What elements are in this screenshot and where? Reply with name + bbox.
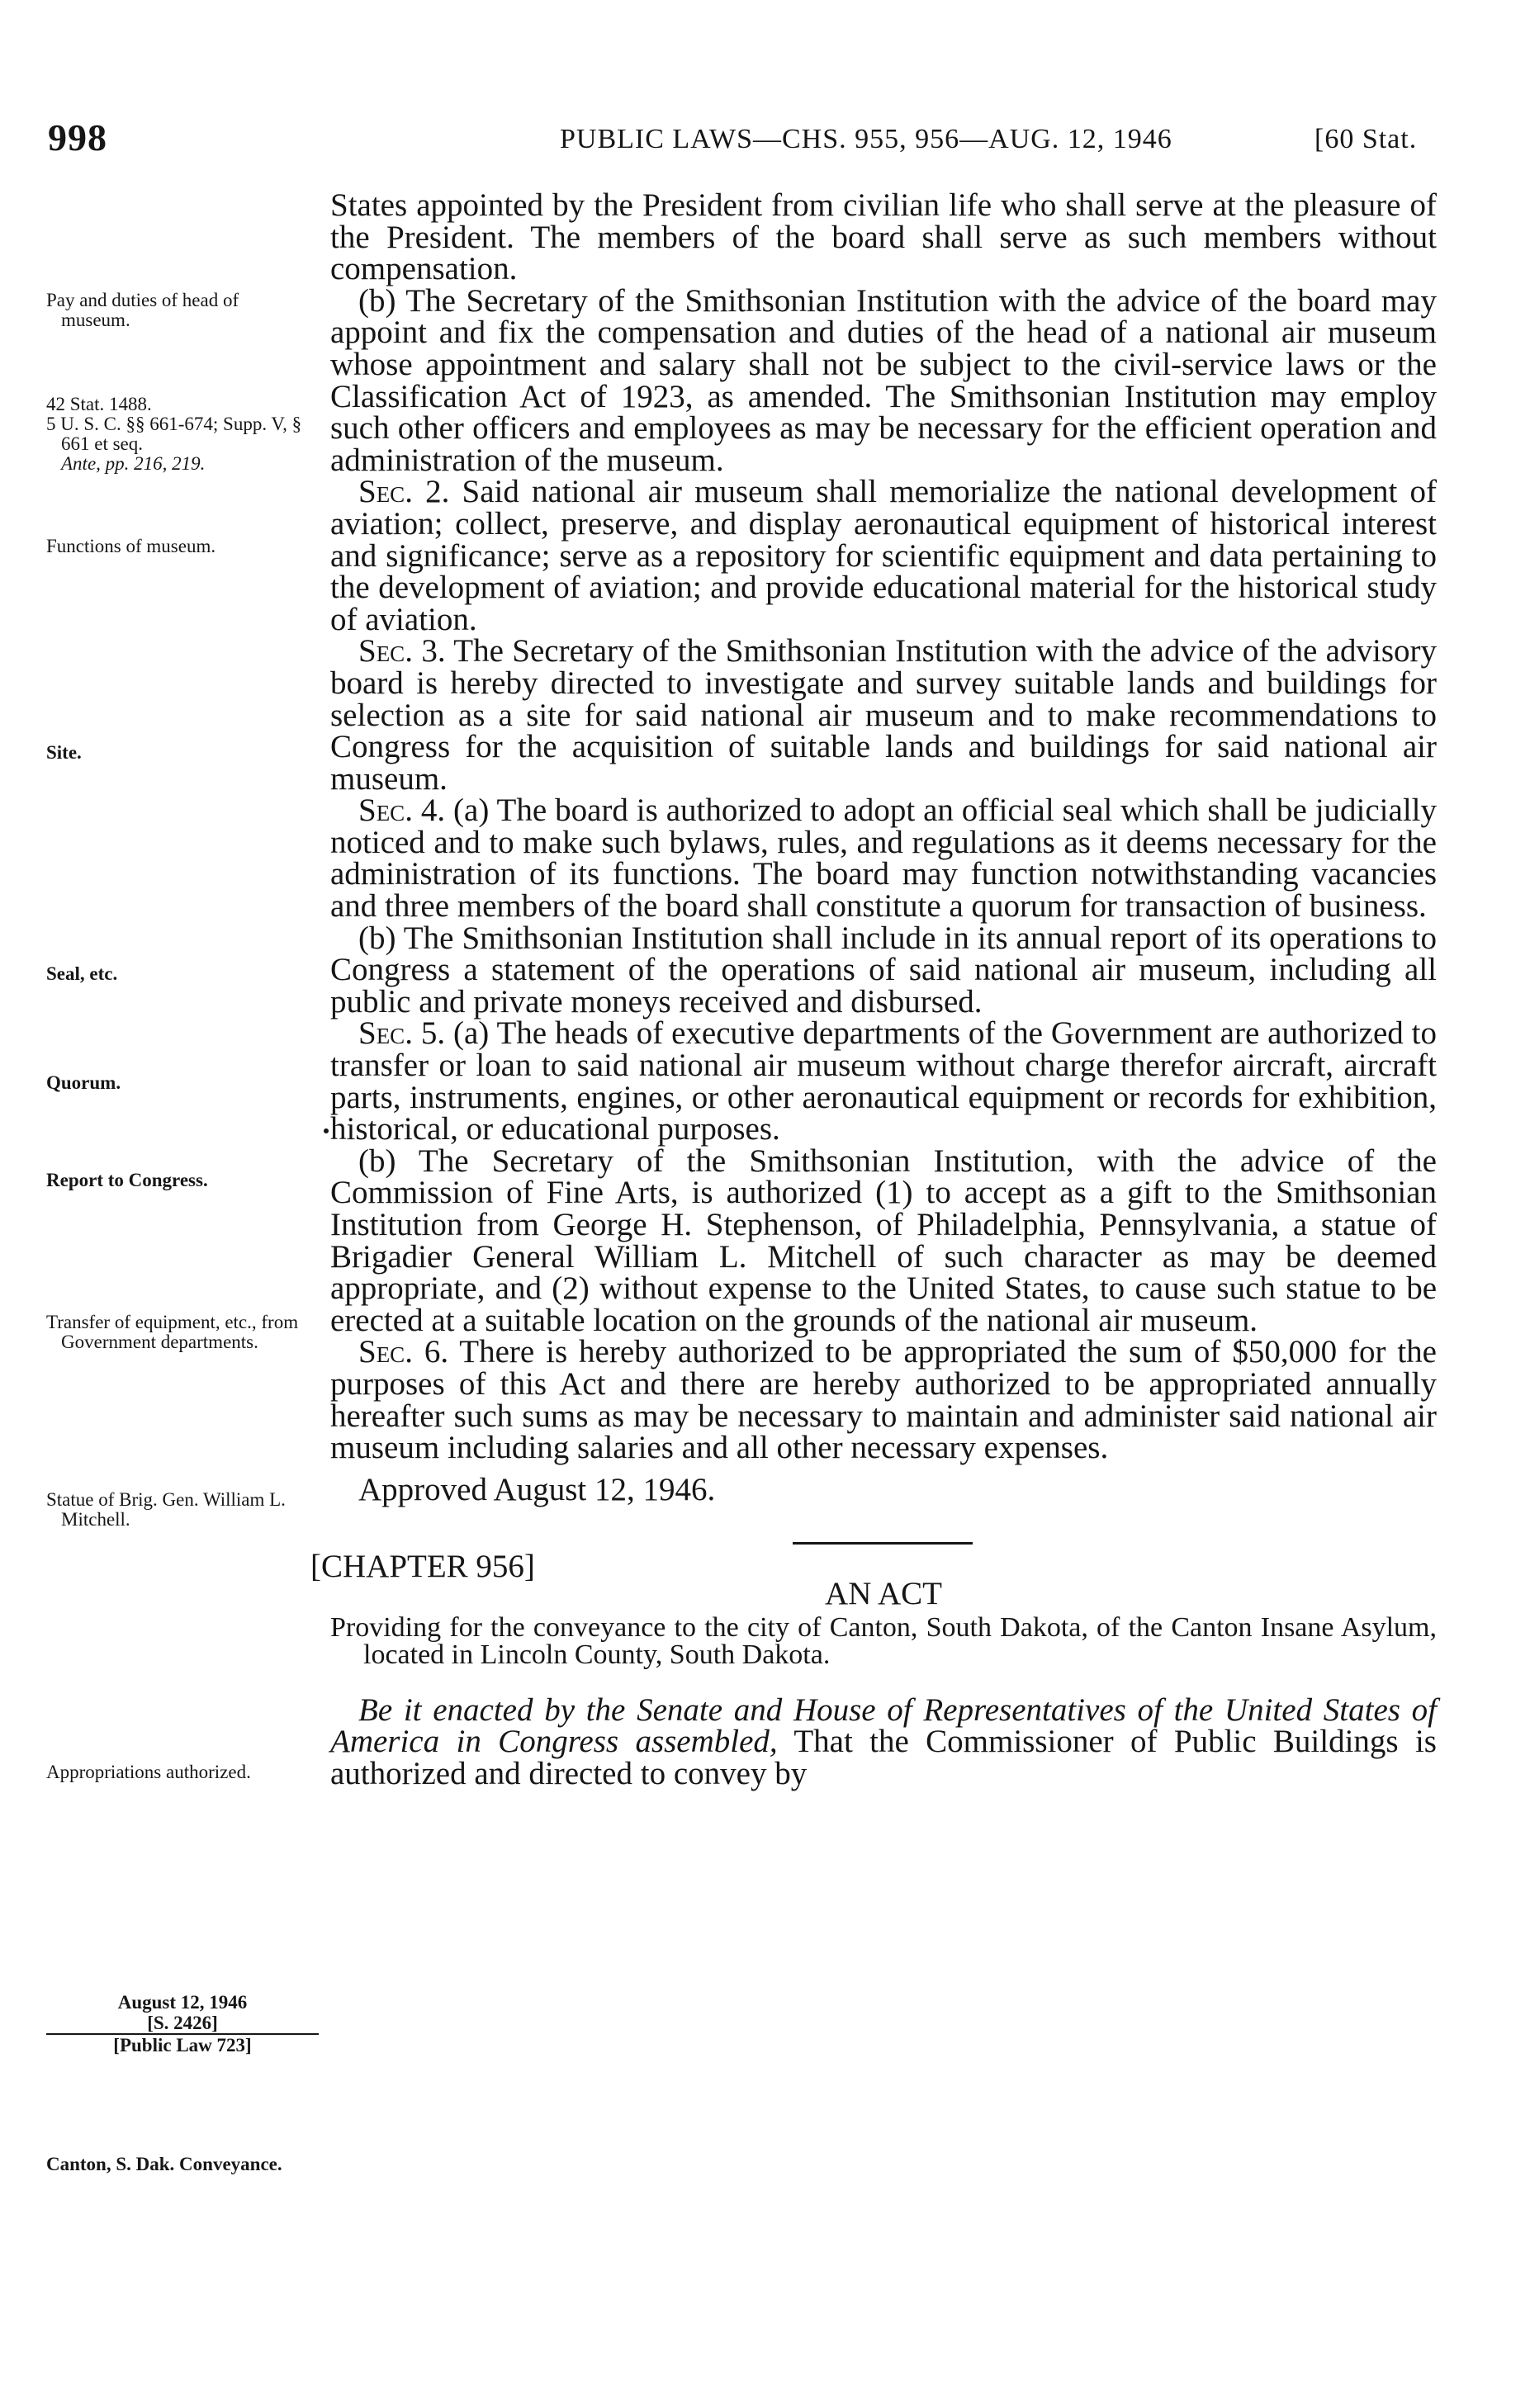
section-5b: (b) The Secretary of the Smithsonian Institution, with the advice of the Commission of Fine Arts, is authorized (1) to accept as a gift to the Smithsonian Institution from George H. Stephenson, of Philadelphia, Pennsylvania, a statue of Brigadier General William L. Mitchell of such character as may be deemed appropriate, and (2) without expense to the United States, to cause such statue to be erected at a suitable location on the grounds of the national air museum. [330,1142,1437,1338]
margin-note-citations [46,395,310,474]
chapter-heading: [CHAPTER 956] [310,1549,535,1585]
enacting-paragraph: Be it enacted by the Senate and House of Representatives of the United States of America in Congress assembled, That the Commissioner of Public Buildings is authorized and directed to convey by [330,1691,1437,1791]
section-2: Sec. 2. Said national air museum shall memorialize the national development of aviation; collect, preserve, and display aeronautical equipment of historical interest and significance; serve as a repository for scientific equipment and data pertaining to the development of aviation; and provide educational material for the historical study of aviation. [330,474,1437,637]
citation-ante: Ante, pp. 216, 219. [61,453,206,474]
citation-usc: 5 U. S. C. §§ 661-674; Supp. V, § 661 et seq. [46,414,302,454]
paragraph-head-of-museum: (b) The Secretary of the Smithsonian Institution with the advice of the board may appoint and fix the compensation and duties of the head of a national air museum whose appointment and salary shall not be subject to the civil-service laws or the Classification Act of 1923, as amended. The Smithsonian Institution may employ such other officers and employees as may be necessary for the efficient operation and administration of the museum. [330,282,1437,478]
paragraph-board-members: States appointed by the President from civilian life who shall serve at the pleasure of the President. The members of the board shall serve as such members without compensation. [330,187,1437,287]
section-5-label: Sec. 5. [358,1015,446,1052]
bill-line: [S. 2426] [46,2013,319,2035]
margin-note-site: Site. [46,742,82,763]
section-3-label: Sec. 3. [358,633,446,669]
margin-note-functions: Functions of museum. [46,536,216,556]
margin-note-statue: Statue of Brig. Gen. William L. Mitchell. [46,1489,286,1530]
margin-note-transfer: Transfer of equipment, etc., from Government departments. [46,1312,299,1352]
section-5a: Sec. 5. (a) The heads of executive departments of the Government are authorized to transfer or loan to said national air museum without charge therefor aircraft, aircraft parts, instruments, engines, or other aeronautical equipment or records for exhibition, historical, or educational purposes. [330,1015,1437,1147]
margin-note-appropriations: Appropriations authorized. [46,1762,251,1782]
enacting-clause: Be it enacted by the Senate and House of Representatives of the United States of America in Congress assembled, [330,1691,1437,1760]
date-line: August 12, 1946 [117,1992,248,2013]
citation-42-stat: 42 Stat. 1488. [46,394,152,414]
section-6: Sec. 6. There is hereby authorized to be appropriated the sum of $50,000 for the purposes of this Act and there are hereby authorized to be appropriated annually hereafter such sums as may be necessary to maintain and administer said national air museum including salaries and all other necessary expenses. [330,1334,1437,1466]
margin-note-report: Report to Congress. [46,1170,208,1190]
section-4b: (b) The Smithsonian Institution shall include in its annual report of its operations to Congress a statement of the operations of said national air museum, including all public and private moneys received and disbursed. [330,920,1437,1019]
margin-note-pay-duties: Pay and duties of head of museum. [46,290,239,330]
section-4-label: Sec. 4. [358,792,446,829]
stray-dot [324,1128,329,1133]
margin-note-canton: Canton, S. Dak. Conveyance. [46,2154,282,2174]
margin-note-seal: Seal, etc. [46,963,118,984]
running-head: PUBLIC LAWS—CHS. 955, 956—AUG. 12, 1946 [560,124,1172,154]
main-text [310,187,1437,1791]
volume-reference: [60 Stat. [1314,124,1418,154]
section-2-label: Sec. 2. [358,474,450,510]
approval-line: Approved August 12, 1946. [358,1471,716,1507]
section-6-label: Sec. 6. [358,1334,449,1370]
page-number: 998 [48,116,107,158]
public-law-box [46,1992,319,2056]
section-3: Sec. 3. The Secretary of the Smithsonian Institution with the advice of the advisory board is hereby directed to investigate and survey suitable lands and buildings for selection as a site for said national air museum and to make recommendations to Congress for the acquisition of suitable lands and buildings for said national air museum. [330,633,1437,797]
divider-rule [793,1542,973,1545]
act-title: AN ACT [825,1575,942,1611]
section-4a: Sec. 4. (a) The board is authorized to adopt an official seal which shall be judicially noticed and to make such bylaws, rules, and regulations as it deems necessary for the administration of its functions. The board may function notwithstanding vacancies and three members of the board shall constitute a quorum for transaction of business. [330,792,1437,925]
act-purpose: Providing for the conveyance to the city of Canton, South Dakota, of the Canton Insane Asylum, located in Lincoln County, South Dakota. [330,1611,1437,1670]
margin-note-quorum: Quorum. [46,1072,121,1093]
law-line: [Public Law 723] [113,2035,252,2056]
